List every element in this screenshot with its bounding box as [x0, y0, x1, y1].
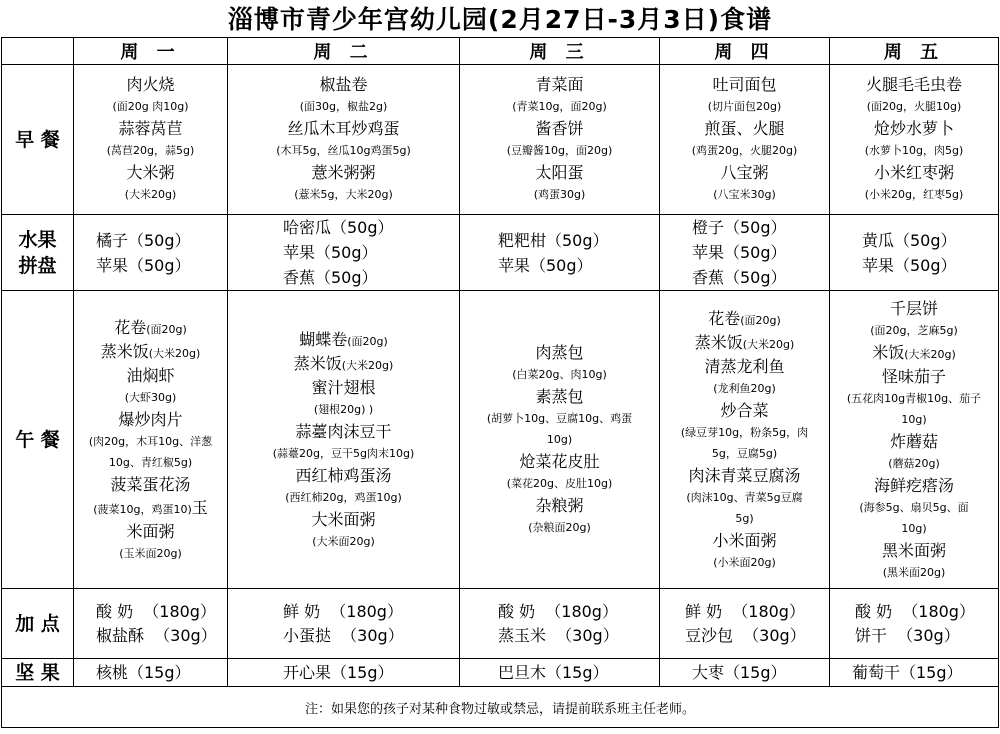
- fruit-item: 橙子（50g）: [692, 218, 787, 237]
- menu-line: [660, 162, 829, 184]
- menu-line: [228, 420, 459, 443]
- portion: (大米20g): [904, 347, 956, 361]
- dish-name: 青菜面: [535, 74, 584, 94]
- snack-cell: [228, 589, 460, 659]
- dish-name: 小米面粥: [712, 530, 777, 550]
- nuts-cell: [830, 659, 999, 687]
- nuts-cell: [228, 659, 460, 687]
- menu-line: [460, 184, 659, 206]
- portion: (大米20g): [341, 358, 394, 372]
- menu-line: [460, 450, 659, 473]
- menu-line: [74, 408, 227, 431]
- ingredients: (龙利鱼20g): [713, 381, 776, 395]
- menu-line: [460, 408, 659, 429]
- ingredients: (大米面20g): [312, 534, 375, 548]
- dish-name: 火腿毛毛虫卷: [865, 74, 962, 94]
- ingredients: (五花肉10g青椒10g、茄子: [846, 391, 982, 405]
- dish-name: 炝菜花皮肚: [519, 452, 600, 471]
- snack-item: 小蛋挞 （30g）: [283, 625, 404, 645]
- dish-name: 玉: [191, 497, 208, 517]
- menu-line: [830, 562, 998, 583]
- dish-name: 太阳蛋: [535, 162, 584, 182]
- ingredients: (水萝卜10g，肉5g): [864, 143, 964, 157]
- dish-name: 蒸米饭: [100, 341, 149, 361]
- menu-line: [830, 320, 998, 341]
- dish-name: 蝴蝶卷: [299, 329, 348, 349]
- ingredients: (肉沫10g、青菜5g豆腐: [686, 490, 803, 504]
- corner-cell: [2, 38, 74, 65]
- lunch-cell: [74, 291, 228, 589]
- weekly-menu-table: [1, 37, 999, 728]
- nuts-item: 核桃（15g）: [96, 662, 191, 682]
- menu-line: [660, 508, 829, 529]
- ingredients: 5g，豆腐5g): [711, 446, 778, 460]
- menu-line: [660, 464, 829, 487]
- menu-line: [228, 352, 459, 376]
- dish-name: 炒合菜: [720, 400, 769, 420]
- menu-line: [228, 74, 459, 96]
- menu-line: [74, 140, 227, 162]
- menu-line: [830, 388, 998, 409]
- ingredients: (菠菜10g，鸡蛋10): [93, 502, 192, 516]
- menu-line: [830, 74, 998, 96]
- nuts-item: 葡萄干（15g）: [852, 662, 963, 682]
- fruit-item: 苹果（50g）: [283, 243, 378, 262]
- day-header: 周 一: [74, 38, 228, 65]
- lunch-cell: [460, 291, 660, 589]
- menu-line: [74, 74, 227, 96]
- day-header: 周 二: [228, 38, 460, 65]
- ingredients: (鸡蛋30g): [533, 187, 586, 201]
- menu-line: [228, 531, 459, 552]
- menu-line: [830, 474, 998, 497]
- menu-line: [228, 376, 459, 399]
- fruit-item: 香蕉（50g）: [283, 268, 378, 287]
- menu-line: [460, 429, 659, 450]
- dish-name: 蜜汁翅根: [311, 377, 376, 397]
- fruit-cell: [660, 215, 830, 291]
- row-label-breakfast: 早 餐: [2, 65, 74, 215]
- menu-line: [460, 517, 659, 538]
- ingredients: 10g): [546, 433, 573, 446]
- fruit-item: 苹果（50g）: [96, 255, 191, 275]
- ingredients: (青菜10g，面20g): [512, 99, 607, 113]
- row-label-nuts: 坚 果: [2, 659, 74, 687]
- ingredients: 10g、青红椒5g): [108, 455, 193, 469]
- menu-line: [228, 508, 459, 531]
- snack-item: 鲜 奶 （180g）: [685, 601, 805, 621]
- menu-line: [228, 399, 459, 420]
- menu-line: [660, 140, 829, 162]
- fruit-item: 黄瓜（50g）: [862, 230, 957, 250]
- menu-line: [460, 494, 659, 517]
- menu-line: [228, 118, 459, 140]
- menu-line: [74, 118, 227, 140]
- row-label-fruit-text: 水果 拼盘: [18, 228, 57, 277]
- lunch-cell: [228, 291, 460, 589]
- dish-name: 西红柿鸡蛋汤: [295, 465, 392, 485]
- menu-line: [830, 430, 998, 453]
- dish-name: 清蒸龙利鱼: [704, 356, 785, 376]
- portion: (大米20g): [148, 346, 201, 360]
- snack-item: 椒盐酥 （30g）: [96, 625, 217, 645]
- fruit-item: 粑粑柑（50g）: [498, 230, 609, 250]
- dish-name: 肉火烧: [126, 74, 175, 94]
- menu-line: [660, 331, 829, 355]
- snack-cell: [660, 589, 830, 659]
- portion: (大米20g): [742, 337, 795, 351]
- menu-line: [74, 387, 227, 408]
- menu-line: [460, 96, 659, 118]
- ingredients: (八宝米30g): [713, 187, 776, 201]
- menu-line: [74, 520, 227, 543]
- dish-name: 素蒸包: [535, 387, 584, 406]
- dish-name: 薏米粥粥: [311, 162, 376, 182]
- dish-name: 丝瓜木耳炒鸡蛋: [287, 118, 400, 138]
- nuts-item: 大枣（15g）: [692, 662, 787, 682]
- dish-name: 怪味茄子: [881, 366, 946, 386]
- fruit-cell: [74, 215, 228, 291]
- snack-item: 饼干 （30g）: [855, 625, 960, 645]
- ingredients: (面20g，芝麻5g): [870, 323, 958, 337]
- menu-line: [830, 453, 998, 474]
- menu-line: [228, 487, 459, 508]
- dish-name: 八宝粥: [720, 162, 769, 182]
- menu-line: [74, 162, 227, 184]
- menu-line: [460, 140, 659, 162]
- dish-name: 蒜薹肉沫豆干: [295, 421, 392, 441]
- fruit-cell: [228, 215, 460, 291]
- menu-line: [830, 297, 998, 320]
- row-label-lunch: 午 餐: [2, 291, 74, 589]
- menu-line: [830, 96, 998, 118]
- snack-cell: [74, 589, 228, 659]
- ingredients: (白菜20g、肉10g): [512, 368, 607, 381]
- menu-line: [660, 443, 829, 464]
- portion: (面20g): [740, 313, 781, 327]
- dish-name: 酱香饼: [535, 118, 584, 138]
- ingredients: (木耳5g，丝瓜10g鸡蛋5g): [276, 143, 411, 157]
- lunch-row: [2, 291, 999, 589]
- menu-line: [660, 529, 829, 552]
- snack-item: 豆沙包 （30g）: [685, 625, 806, 645]
- dish-name: 吐司面包: [712, 74, 777, 94]
- menu-line: [74, 340, 227, 364]
- fruit-item: 香蕉（50g）: [692, 268, 787, 287]
- menu-line: [660, 487, 829, 508]
- menu-line: [228, 96, 459, 118]
- dish-name: 炸蘑菇: [889, 431, 938, 451]
- menu-line: [74, 316, 227, 340]
- menu-line: [660, 307, 829, 331]
- ingredients: (豆瓣酱10g，面20g): [506, 143, 613, 157]
- nuts-row: [2, 659, 999, 687]
- snack-cell: [460, 589, 660, 659]
- row-label-fruit: [2, 215, 74, 291]
- dish-name: 千层饼: [889, 298, 938, 318]
- menu-line: [460, 74, 659, 96]
- menu-line: [74, 96, 227, 118]
- header-row: [2, 38, 999, 65]
- snack-item: 酸 奶 （180g）: [96, 601, 216, 621]
- menu-line: [460, 118, 659, 140]
- lunch-cell: [830, 291, 999, 589]
- dish-name: 肉蒸包: [535, 343, 584, 362]
- ingredients: (西红柿20g，鸡蛋10g): [285, 490, 402, 504]
- allergy-note: 注：如果您的孩子对某种食物过敏或禁忌，请提前联系班主任老师。: [2, 687, 999, 728]
- ingredients: 10g): [901, 412, 927, 426]
- menu-line: [74, 184, 227, 206]
- ingredients: (蒜薹20g，豆干5g肉末10g): [272, 446, 415, 460]
- dish-name: 椒盐卷: [319, 74, 368, 94]
- ingredients: (面20g，火腿10g): [866, 99, 962, 113]
- breakfast-cell: [460, 65, 660, 215]
- breakfast-cell: [228, 65, 460, 215]
- menu-line: [660, 378, 829, 399]
- dish-name: 炝炒水萝卜: [873, 118, 954, 138]
- menu-line: [460, 341, 659, 364]
- day-header: 周 五: [830, 38, 999, 65]
- ingredients: (黑米面20g): [882, 565, 946, 579]
- menu-line: [460, 364, 659, 385]
- nuts-item: 巴旦木（15g）: [498, 662, 609, 682]
- dish-name: 蒸米饭: [293, 353, 342, 373]
- nuts-cell: [74, 659, 228, 687]
- ingredients: (大虾30g): [124, 390, 177, 404]
- dish-name: 海鲜疙瘩汤: [873, 475, 954, 495]
- dish-name: 油焖虾: [126, 365, 175, 385]
- dish-name: 米面粥: [126, 521, 175, 541]
- ingredients: (莴苣20g，蒜5g): [106, 143, 195, 157]
- menu-line: [460, 385, 659, 408]
- snack-item: 酸 奶 （180g）: [855, 601, 975, 621]
- ingredients: (面30g，椒盐2g): [299, 99, 388, 113]
- fruit-row: [2, 215, 999, 291]
- fruit-item: 苹果（50g）: [498, 255, 593, 275]
- menu-line: [74, 496, 227, 520]
- row-label-snack: 加 点: [2, 589, 74, 659]
- menu-line: [74, 543, 227, 564]
- menu-line: [830, 341, 998, 365]
- ingredients: (玉米面20g): [119, 546, 182, 560]
- ingredients: (小米面20g): [713, 555, 776, 569]
- ingredients: (切片面包20g): [707, 99, 782, 113]
- ingredients: (杂粮面20g): [528, 521, 591, 534]
- snack-item: 鲜 奶 （180g）: [283, 601, 403, 621]
- ingredients: (菜花20g、皮肚10g): [506, 477, 613, 490]
- dish-name: 爆炒肉片: [118, 409, 183, 429]
- dish-name: 花卷: [114, 317, 147, 337]
- snack-cell: [830, 589, 999, 659]
- fruit-item: 哈密瓜（50g）: [283, 218, 394, 237]
- menu-line: [830, 184, 998, 206]
- menu-line: [74, 364, 227, 387]
- menu-line: [460, 473, 659, 494]
- dish-name: 煎蛋、火腿: [704, 118, 785, 138]
- menu-line: [228, 443, 459, 464]
- lunch-cell: [660, 291, 830, 589]
- menu-line: [74, 452, 227, 473]
- menu-line: [660, 422, 829, 443]
- dish-name: 蒸米饭: [694, 332, 743, 352]
- fruit-item: 橘子（50g）: [96, 230, 191, 250]
- ingredients: 5g): [735, 511, 754, 525]
- nuts-cell: [460, 659, 660, 687]
- menu-line: [660, 184, 829, 206]
- menu-line: [228, 140, 459, 162]
- menu-line: [830, 497, 998, 518]
- fruit-cell: [460, 215, 660, 291]
- menu-line: [830, 162, 998, 184]
- menu-line: [228, 184, 459, 206]
- dish-name: 小米红枣粥: [873, 162, 954, 182]
- fruit-item: 苹果（50g）: [862, 255, 957, 275]
- ingredients: (面20g 肉10g): [112, 99, 189, 113]
- nuts-cell: [660, 659, 830, 687]
- ingredients: (胡萝卜10g、豆腐10g、鸡蛋: [486, 412, 633, 425]
- menu-line: [74, 431, 227, 452]
- menu-line: [830, 140, 998, 162]
- menu-line: [74, 473, 227, 496]
- fruit-item: 苹果（50g）: [692, 243, 787, 262]
- ingredients: (小米20g，红枣5g): [864, 187, 964, 201]
- portion: (面20g): [347, 334, 388, 348]
- menu-line: [660, 552, 829, 573]
- page-title: 淄博市青少年宫幼儿园(2月27日-3月3日)食谱: [227, 5, 773, 34]
- menu-line: [660, 355, 829, 378]
- breakfast-row: [2, 65, 999, 215]
- ingredients: (蘑菇20g): [888, 456, 940, 470]
- portion: (面20g): [146, 322, 187, 336]
- fruit-cell: [830, 215, 999, 291]
- menu-line: [830, 518, 998, 539]
- menu-line: [228, 328, 459, 352]
- menu-line: [830, 365, 998, 388]
- nuts-item: 开心果（15g）: [283, 662, 394, 682]
- ingredients: (肉20g，木耳10g、洋葱: [88, 434, 213, 448]
- snack-item: 蒸玉米 （30g）: [498, 625, 619, 645]
- day-header: 周 三: [460, 38, 660, 65]
- menu-line: [660, 118, 829, 140]
- breakfast-cell: [660, 65, 830, 215]
- note-row: [2, 687, 999, 728]
- menu-line: [228, 162, 459, 184]
- ingredients: (海参5g、扇贝5g、面: [859, 500, 969, 514]
- menu-line: [660, 96, 829, 118]
- menu-line: [460, 162, 659, 184]
- menu-line: [228, 464, 459, 487]
- dish-name: 米饭: [872, 342, 905, 362]
- menu-line: [830, 118, 998, 140]
- dish-name: 蒜蓉莴苣: [118, 118, 183, 138]
- ingredients: (大米20g): [124, 187, 177, 201]
- dish-name: 大米粥: [126, 162, 175, 182]
- ingredients: (翅根20g) ): [313, 402, 374, 416]
- breakfast-cell: [74, 65, 228, 215]
- menu-line: [830, 539, 998, 562]
- dish-name: 杂粮粥: [535, 496, 584, 515]
- menu-line: [660, 74, 829, 96]
- dish-name: 黑米面粥: [881, 540, 946, 560]
- menu-line: [830, 409, 998, 430]
- dish-name: 大米面粥: [311, 509, 376, 529]
- ingredients: (鸡蛋20g，火腿20g): [691, 143, 798, 157]
- ingredients: (薏米5g，大米20g): [294, 187, 393, 201]
- dish-name: 菠菜蛋花汤: [110, 474, 191, 494]
- snack-item: 酸 奶 （180g）: [498, 601, 618, 621]
- ingredients: 10g): [901, 521, 927, 535]
- ingredients: (绿豆芽10g，粉条5g，肉: [680, 425, 809, 439]
- dish-name: 肉沫青菜豆腐汤: [688, 465, 801, 485]
- snack-row: [2, 589, 999, 659]
- day-header: 周 四: [660, 38, 830, 65]
- menu-line: [660, 399, 829, 422]
- dish-name: 花卷: [708, 308, 741, 328]
- breakfast-cell: [830, 65, 999, 215]
